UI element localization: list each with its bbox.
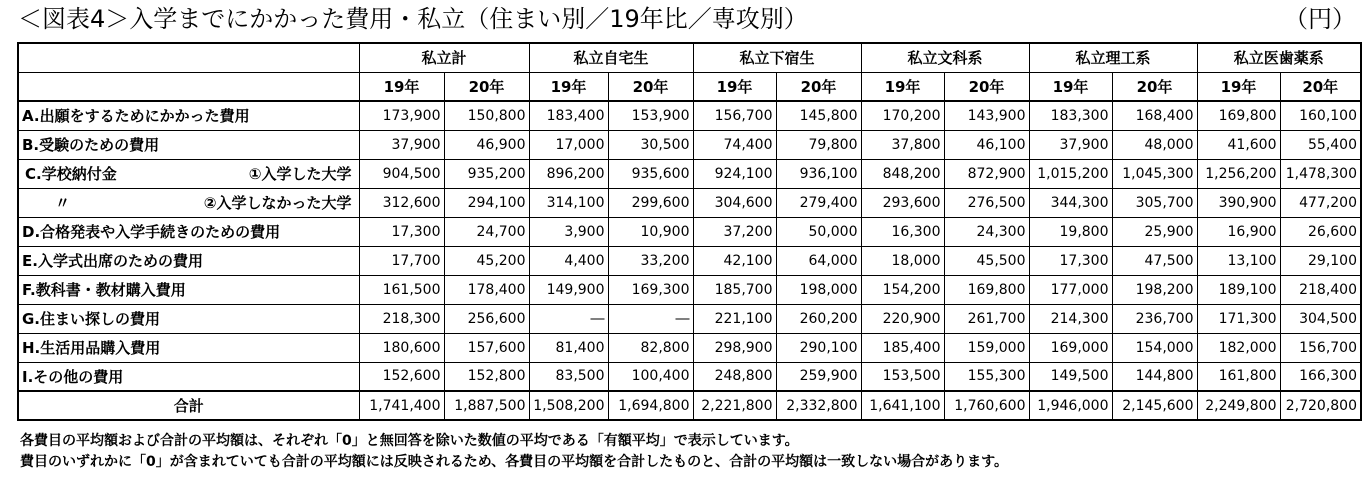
- total-value-cell: 1,508,200: [529, 391, 608, 420]
- value-cell: 872,900: [944, 159, 1029, 188]
- value-cell: 304,600: [693, 188, 776, 217]
- value-cell: 169,000: [1029, 333, 1112, 362]
- value-cell: 16,900: [1197, 217, 1280, 246]
- value-cell: 19,800: [1029, 217, 1112, 246]
- value-cell: 17,000: [529, 130, 608, 159]
- value-cell: 344,300: [1029, 188, 1112, 217]
- group-header: 私立医歯薬系: [1197, 43, 1361, 72]
- value-cell: 161,800: [1197, 362, 1280, 391]
- table-row: [18, 130, 1361, 159]
- year-header: 19年: [1029, 72, 1112, 101]
- year-header: 20年: [1112, 72, 1197, 101]
- total-value-cell: 1,760,600: [944, 391, 1029, 420]
- value-cell: 154,200: [861, 275, 944, 304]
- cost-table: [17, 42, 1362, 421]
- year-header: 19年: [861, 72, 944, 101]
- value-cell: 46,900: [444, 130, 529, 159]
- value-cell: 290,100: [776, 333, 861, 362]
- footnotes: [20, 431, 1008, 473]
- value-cell: 935,600: [608, 159, 693, 188]
- value-cell: 145,800: [776, 101, 861, 130]
- value-cell: 29,100: [1280, 246, 1361, 275]
- value-cell: 896,200: [529, 159, 608, 188]
- value-cell: 17,700: [359, 246, 444, 275]
- value-cell: 390,900: [1197, 188, 1280, 217]
- table-row: [18, 217, 1361, 246]
- value-cell: 221,100: [693, 304, 776, 333]
- value-cell: 42,100: [693, 246, 776, 275]
- value-cell: 4,400: [529, 246, 608, 275]
- value-cell: 48,000: [1112, 130, 1197, 159]
- value-cell: 169,800: [1197, 101, 1280, 130]
- row-label: H.生活用品購入費用: [18, 333, 359, 362]
- row-label-sub: ①入学した大学: [248, 165, 352, 183]
- value-cell: 904,500: [359, 159, 444, 188]
- year-header: 20年: [608, 72, 693, 101]
- group-header: 私立自宅生: [529, 43, 693, 72]
- year-header: 20年: [444, 72, 529, 101]
- value-cell: 37,900: [1029, 130, 1112, 159]
- value-cell: 150,800: [444, 101, 529, 130]
- value-cell: 13,100: [1197, 246, 1280, 275]
- value-cell: 312,600: [359, 188, 444, 217]
- value-cell: 17,300: [1029, 246, 1112, 275]
- value-cell: 220,900: [861, 304, 944, 333]
- table-row: [18, 304, 1361, 333]
- value-cell: 154,000: [1112, 333, 1197, 362]
- value-cell: 182,000: [1197, 333, 1280, 362]
- page-title: ＜図表4＞入学までにかかった費用・私立（住まい別／19年比／専攻別）: [18, 5, 808, 33]
- value-cell: 37,200: [693, 217, 776, 246]
- header-corner: [18, 43, 359, 72]
- footnote: 費目のいずれかに「0」が含まれていても合計の平均額には反映されるため、各費目の平均額を合計したものと、合計の平均額は一致しない場合があります。: [20, 454, 1009, 470]
- value-cell: 47,500: [1112, 246, 1197, 275]
- value-cell: 259,900: [776, 362, 861, 391]
- value-cell: 155,300: [944, 362, 1029, 391]
- table-row: [18, 362, 1361, 391]
- row-label: F.教科書・教材購入費用: [18, 275, 359, 304]
- value-cell: 936,100: [776, 159, 861, 188]
- value-cell: 79,800: [776, 130, 861, 159]
- value-cell: 848,200: [861, 159, 944, 188]
- value-cell: 100,400: [608, 362, 693, 391]
- footnote: 各費目の平均額および合計の平均額は、それぞれ「0」と無回答を除いた数値の平均である「有額平均」で表示しています。: [20, 433, 799, 449]
- group-header: 私立下宿生: [693, 43, 861, 72]
- value-cell: 171,300: [1197, 304, 1280, 333]
- value-cell: 214,300: [1029, 304, 1112, 333]
- value-cell: 1,045,300: [1112, 159, 1197, 188]
- value-cell: 25,900: [1112, 217, 1197, 246]
- row-label: I.その他の費用: [18, 362, 359, 391]
- table-row: [18, 101, 1361, 130]
- value-cell: 261,700: [944, 304, 1029, 333]
- value-cell: 33,200: [608, 246, 693, 275]
- value-cell: 236,700: [1112, 304, 1197, 333]
- value-cell: 41,600: [1197, 130, 1280, 159]
- total-value-cell: 1,887,500: [444, 391, 529, 420]
- value-cell: 173,900: [359, 101, 444, 130]
- value-cell: 3,900: [529, 217, 608, 246]
- value-cell: 149,500: [1029, 362, 1112, 391]
- row-label: G.住まい探しの費用: [18, 304, 359, 333]
- total-value-cell: 1,741,400: [359, 391, 444, 420]
- value-cell: 157,600: [444, 333, 529, 362]
- row-label-main: C.学校納付金: [25, 165, 117, 183]
- value-cell: 218,400: [1280, 275, 1361, 304]
- total-value-cell: 1,946,000: [1029, 391, 1112, 420]
- year-header: 19年: [693, 72, 776, 101]
- total-value-cell: 2,221,800: [693, 391, 776, 420]
- value-cell: 18,000: [861, 246, 944, 275]
- value-cell: 299,600: [608, 188, 693, 217]
- year-header: 20年: [944, 72, 1029, 101]
- value-cell: 153,900: [608, 101, 693, 130]
- value-cell: 185,700: [693, 275, 776, 304]
- value-cell: 159,000: [944, 333, 1029, 362]
- group-header: 私立理工系: [1029, 43, 1197, 72]
- value-cell: 64,000: [776, 246, 861, 275]
- row-label: [18, 188, 359, 217]
- group-header: 私立計: [359, 43, 529, 72]
- table-row: [18, 159, 1361, 188]
- row-label: B.受験のための費用: [18, 130, 359, 159]
- value-cell: 26,600: [1280, 217, 1361, 246]
- total-value-cell: 2,332,800: [776, 391, 861, 420]
- total-value-cell: 2,720,800: [1280, 391, 1361, 420]
- value-cell: 156,700: [1280, 333, 1361, 362]
- row-label: D.合格発表や入学手続きのための費用: [18, 217, 359, 246]
- value-cell: 294,100: [444, 188, 529, 217]
- value-cell: 149,900: [529, 275, 608, 304]
- total-value-cell: 1,641,100: [861, 391, 944, 420]
- value-cell: 152,800: [444, 362, 529, 391]
- header-corner: [18, 72, 359, 101]
- total-row: [18, 391, 1361, 420]
- value-cell: 177,000: [1029, 275, 1112, 304]
- value-cell: 218,300: [359, 304, 444, 333]
- row-label: E.入学式出席のための費用: [18, 246, 359, 275]
- value-cell: 305,700: [1112, 188, 1197, 217]
- value-cell: 180,600: [359, 333, 444, 362]
- value-cell: 45,200: [444, 246, 529, 275]
- value-cell: 189,100: [1197, 275, 1280, 304]
- total-label: 合計: [18, 391, 359, 420]
- header-row-years: [18, 72, 1361, 101]
- value-cell: 276,500: [944, 188, 1029, 217]
- value-cell: 924,100: [693, 159, 776, 188]
- value-cell: 260,200: [776, 304, 861, 333]
- value-cell: 304,500: [1280, 304, 1361, 333]
- value-cell: 935,200: [444, 159, 529, 188]
- value-cell: 50,000: [776, 217, 861, 246]
- value-cell: 198,200: [1112, 275, 1197, 304]
- value-cell: 46,100: [944, 130, 1029, 159]
- value-cell: 248,800: [693, 362, 776, 391]
- value-cell: 24,300: [944, 217, 1029, 246]
- value-cell: 143,900: [944, 101, 1029, 130]
- value-cell: 183,400: [529, 101, 608, 130]
- row-label: A.出願をするためにかかった費用: [18, 101, 359, 130]
- value-cell: 166,300: [1280, 362, 1361, 391]
- value-cell: 1,015,200: [1029, 159, 1112, 188]
- value-cell: 153,500: [861, 362, 944, 391]
- value-cell: 160,100: [1280, 101, 1361, 130]
- value-cell: 293,600: [861, 188, 944, 217]
- value-cell: 83,500: [529, 362, 608, 391]
- value-cell: 156,700: [693, 101, 776, 130]
- value-cell: 170,200: [861, 101, 944, 130]
- total-value-cell: 2,145,600: [1112, 391, 1197, 420]
- value-cell: 198,000: [776, 275, 861, 304]
- table-row: [18, 188, 1361, 217]
- year-header: 20年: [776, 72, 861, 101]
- value-cell: 1,478,300: [1280, 159, 1361, 188]
- value-cell: 298,900: [693, 333, 776, 362]
- value-cell: 16,300: [861, 217, 944, 246]
- value-cell: 24,700: [444, 217, 529, 246]
- unit-label: （円）: [1284, 5, 1356, 33]
- value-cell: 17,300: [359, 217, 444, 246]
- year-header: 19年: [529, 72, 608, 101]
- value-cell: 178,400: [444, 275, 529, 304]
- value-cell: 74,400: [693, 130, 776, 159]
- group-header: 私立文科系: [861, 43, 1029, 72]
- row-label-main: 〃: [55, 194, 71, 212]
- value-cell: 152,600: [359, 362, 444, 391]
- value-cell: 183,300: [1029, 101, 1112, 130]
- total-value-cell: 1,694,800: [608, 391, 693, 420]
- value-cell: 477,200: [1280, 188, 1361, 217]
- table-row: [18, 333, 1361, 362]
- value-cell: 144,800: [1112, 362, 1197, 391]
- value-cell: 37,900: [359, 130, 444, 159]
- value-cell: 169,300: [608, 275, 693, 304]
- value-cell: 45,500: [944, 246, 1029, 275]
- value-cell: 185,400: [861, 333, 944, 362]
- value-cell: 55,400: [1280, 130, 1361, 159]
- table-row: [18, 246, 1361, 275]
- table-row: [18, 275, 1361, 304]
- value-cell: 314,100: [529, 188, 608, 217]
- row-label: [18, 159, 359, 188]
- value-cell: 1,256,200: [1197, 159, 1280, 188]
- value-cell: 279,400: [776, 188, 861, 217]
- value-cell: 82,800: [608, 333, 693, 362]
- value-cell: 37,800: [861, 130, 944, 159]
- row-label-sub: ②入学しなかった大学: [203, 194, 352, 212]
- value-cell: 168,400: [1112, 101, 1197, 130]
- total-value-cell: 2,249,800: [1197, 391, 1280, 420]
- value-cell: 256,600: [444, 304, 529, 333]
- value-cell: 30,500: [608, 130, 693, 159]
- value-cell: 161,500: [359, 275, 444, 304]
- year-header: 19年: [359, 72, 444, 101]
- year-header: 20年: [1280, 72, 1361, 101]
- value-cell: 10,900: [608, 217, 693, 246]
- year-header: 19年: [1197, 72, 1280, 101]
- value-cell: ―: [529, 304, 608, 333]
- header-row-groups: [18, 43, 1361, 72]
- value-cell: 169,800: [944, 275, 1029, 304]
- value-cell: ―: [608, 304, 693, 333]
- value-cell: 81,400: [529, 333, 608, 362]
